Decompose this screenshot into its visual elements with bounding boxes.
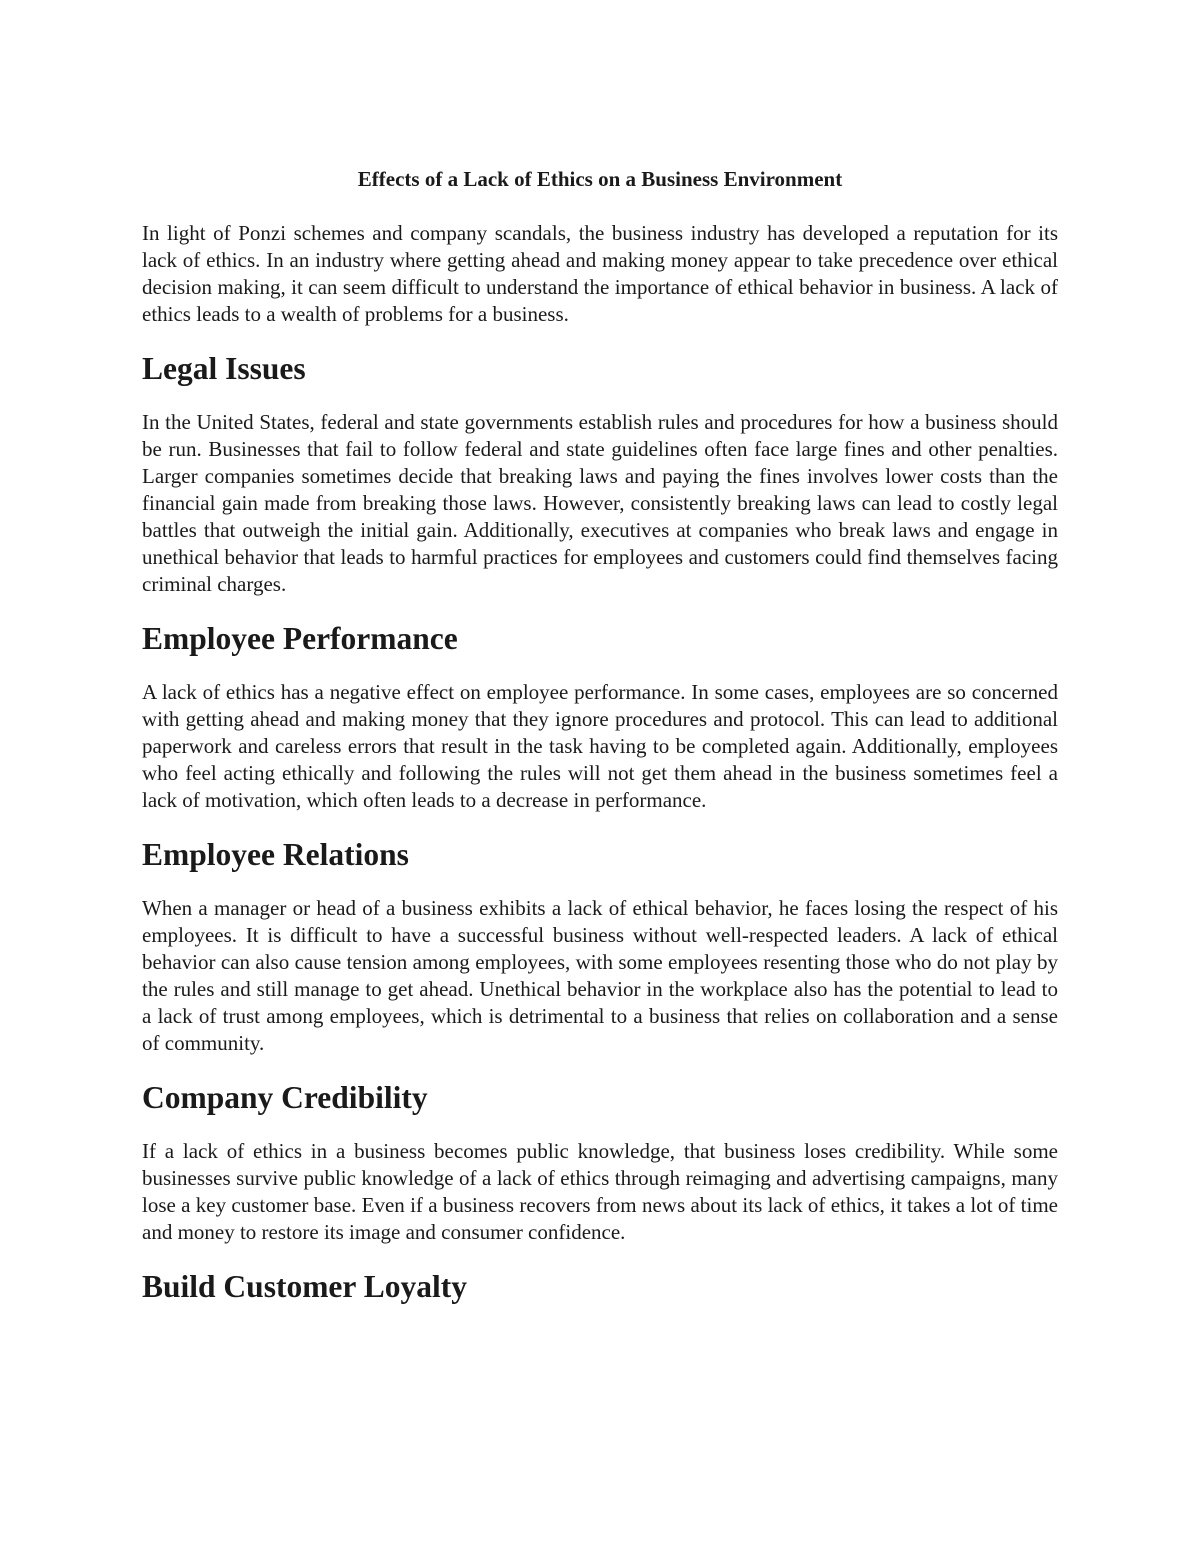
section-body-legal-issues: In the United States, federal and state governments establish rules and procedures for how a business should be run. Businesses that fail to follow federal and state guidelines often face large fines and other penalties. Larger companies sometimes decide that breaking laws and paying the fines involves lower costs than the financial gain made from breaking those laws. However, consistently breaking laws can lead to costly legal battles that outweigh the initial gain. Additionally, executives at companies who break laws and engage in unethical behavior that leads to harmful practices for employees and customers could find themselves facing criminal charges. [142, 410, 1058, 596]
section-heading-company-credibility: Company Credibility [142, 1080, 428, 1115]
spacer [142, 1111, 1058, 1138]
intro-paragraph: In light of Ponzi schemes and company scandals, the business industry has developed a reputation for its lack of ethics. In an industry where getting ahead and making money appear to take precedence over ethical decision making, it can seem difficult to understand the importance of ethical behavior in business. A lack of ethics leads to a wealth of problems for a business. [142, 221, 1058, 326]
section-heading-employee-performance: Employee Performance [142, 621, 458, 656]
section-body-employee-performance: A lack of ethics has a negative effect on employee performance. In some cases, employees are so concerned with getting ahead and making money that they ignore procedures and protocol. This can lead to additional paperwork and careless errors that result in the task having to be completed again. Additionally, employees who feel acting ethically and following the rules will not get them ahead in the business sometimes feel a lack of motivation, which often leads to a decrease in performance. [142, 680, 1058, 812]
document-title: Effects of a Lack of Ethics on a Business Environment [357, 167, 843, 191]
section-body-company-credibility: If a lack of ethics in a business becomes public knowledge, that business loses credibility. While some businesses survive public knowledge of a lack of ethics through reimaging and advertising campaigns, many lose a key customer base. Even if a business recovers from news about its lack of ethics, it takes a lot of time and money to restore its image and consumer confidence. [142, 1139, 1058, 1244]
document-page [142, 160, 1058, 1304]
spacer [142, 193, 1058, 220]
section-heading-build-customer-loyalty: Build Customer Loyalty [142, 1269, 467, 1304]
section-body-employee-relations: When a manager or head of a business exhibits a lack of ethical behavior, he faces losing the respect of his employees. It is difficult to have a successful business without well-respected leaders. A lack of ethical behavior can also cause tension among employees, with some employees resenting those who do not play by the rules and still manage to get ahead. Unethical behavior in the workplace also has the potential to lead to a lack of trust among employees, which is detrimental to a business that relies on collaboration and a sense of community. [142, 896, 1058, 1055]
spacer [142, 382, 1058, 409]
section-heading-employee-relations: Employee Relations [142, 837, 409, 872]
spacer [142, 868, 1058, 895]
section-heading-legal-issues: Legal Issues [142, 351, 306, 386]
spacer [142, 652, 1058, 679]
